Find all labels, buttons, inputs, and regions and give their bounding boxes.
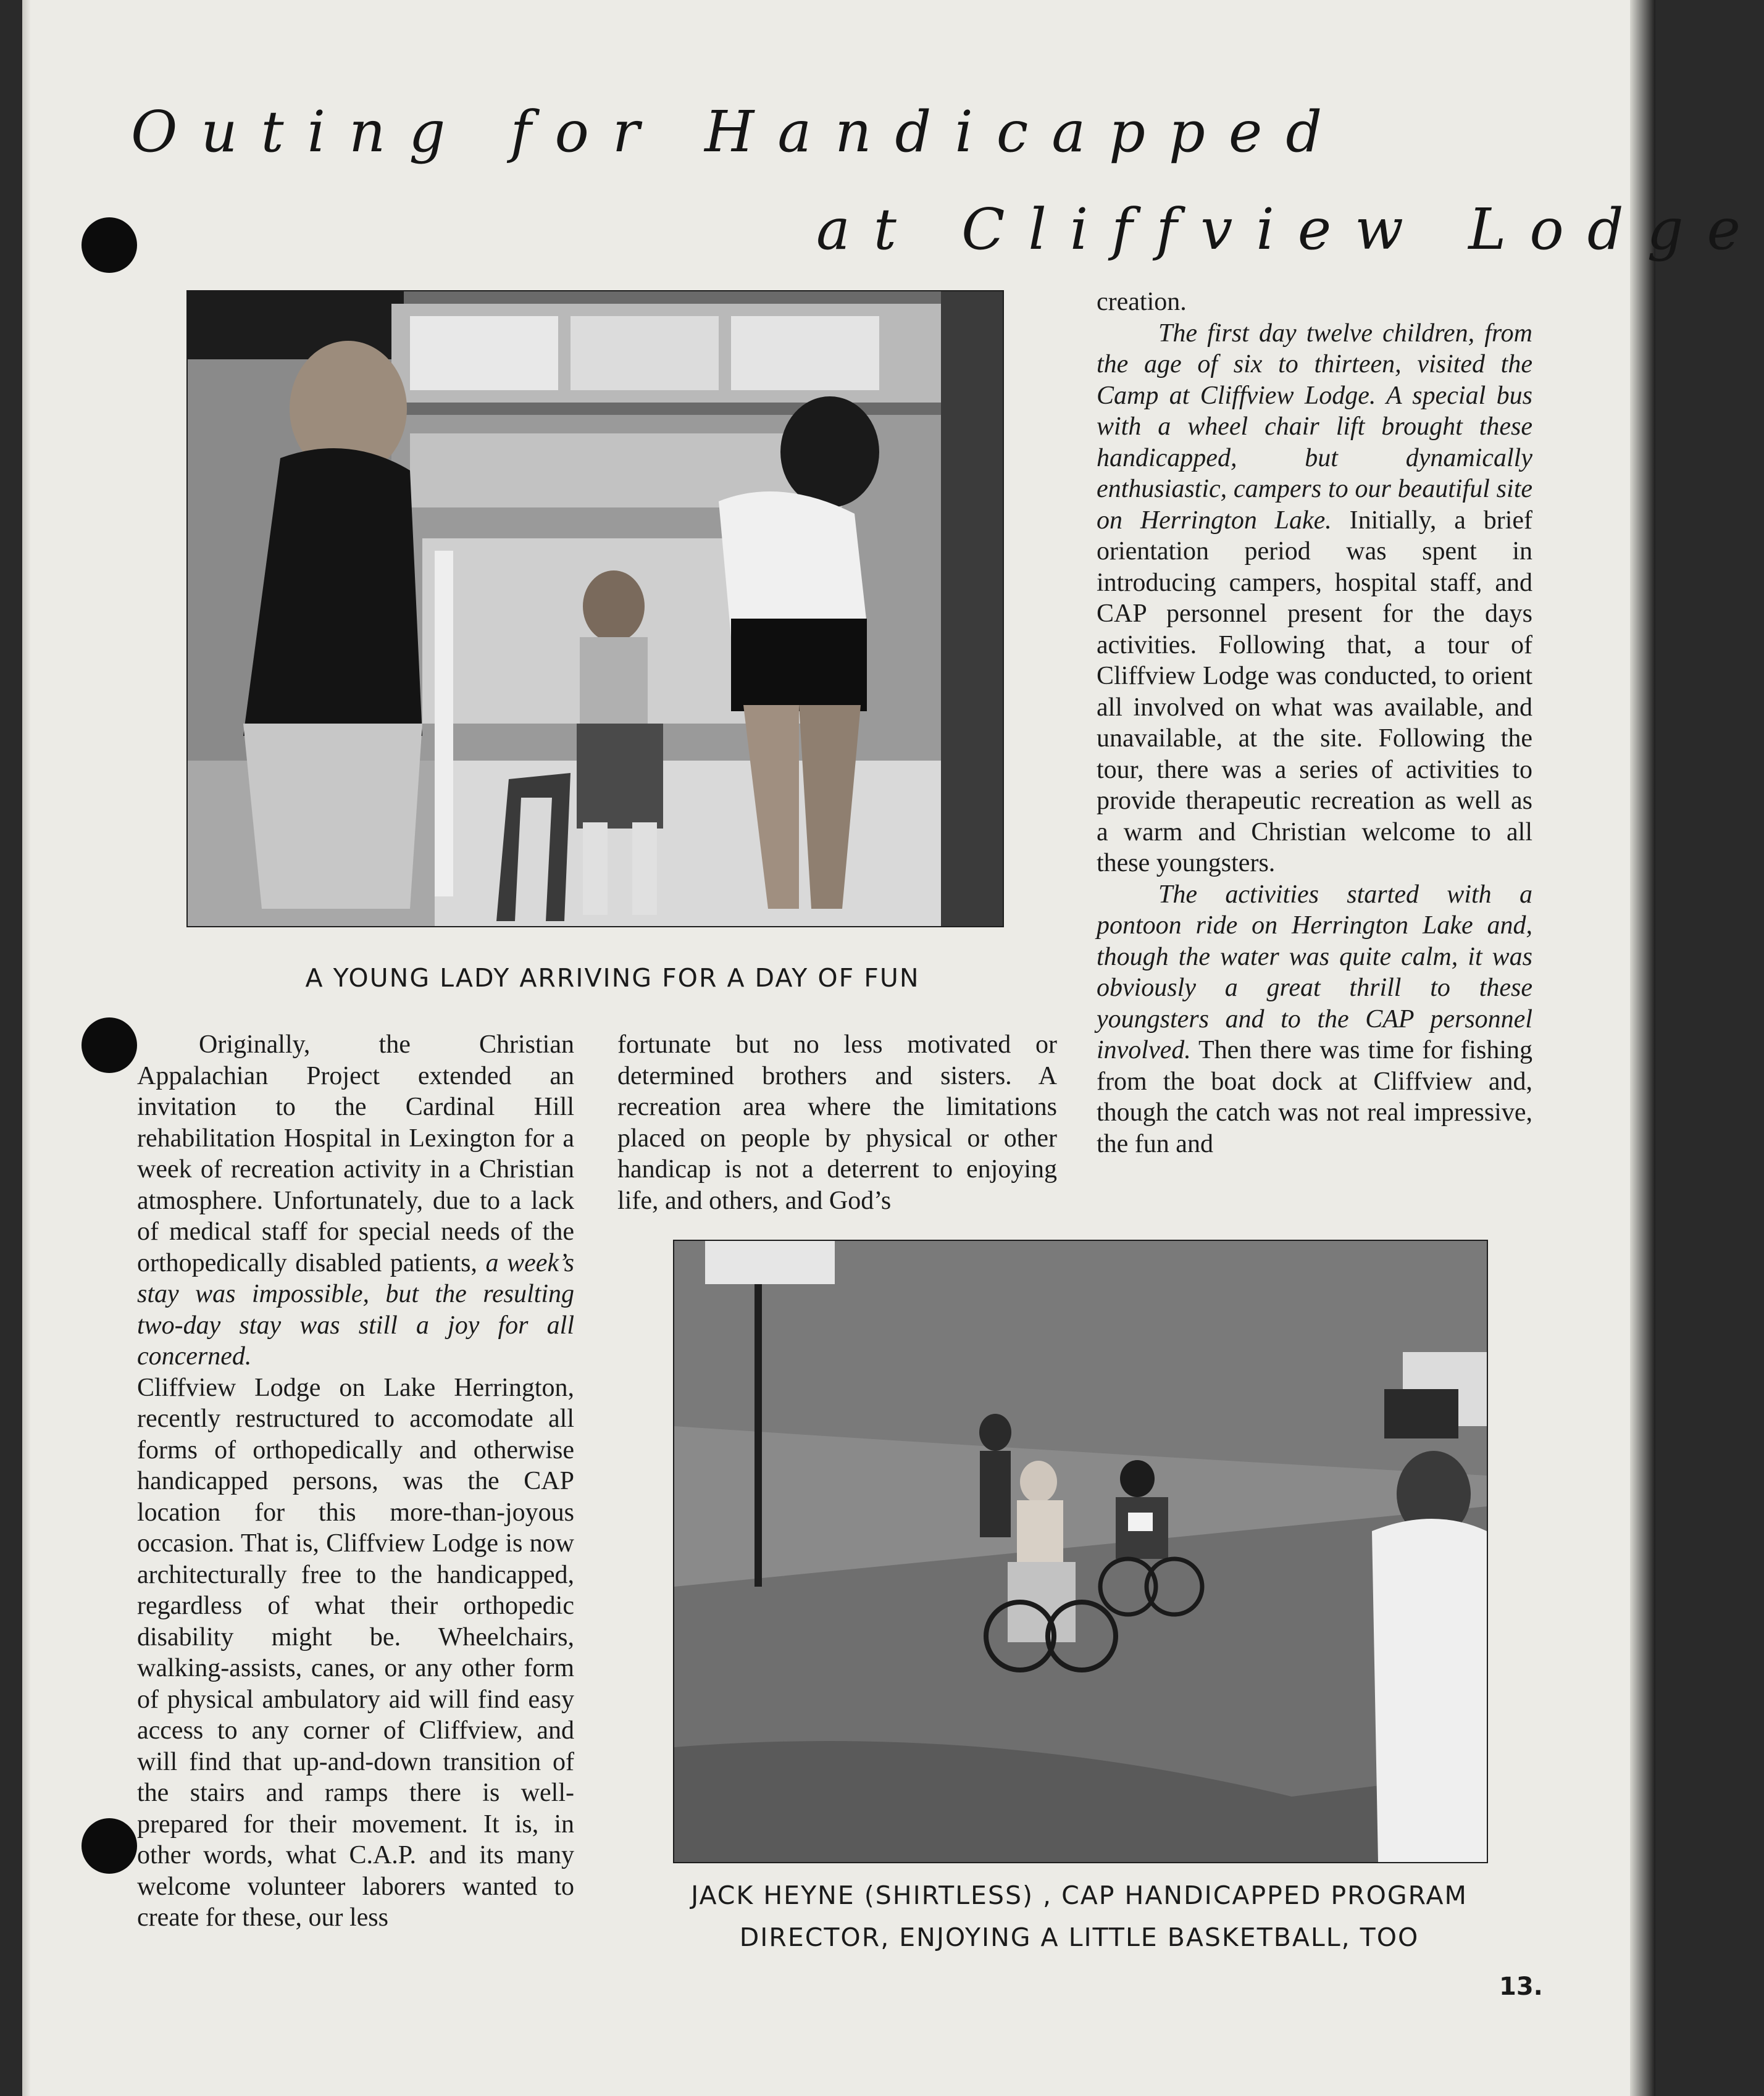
column-1-paragraph-1-italic: a week’s stay was impossible, but the resulting two-day stay was still a joy for all concerned. (137, 1248, 575, 1371)
binder-hole-middle (82, 1017, 137, 1073)
column-3-paragraph-2 (1097, 879, 1532, 1160)
photo-caption-bottom-line2: DIRECTOR, ENJOYING A LITTLE BASKETBALL, TOO (739, 1923, 1419, 1952)
photo-bus-arrival-image (188, 291, 1003, 926)
column-3-paragraph-1-italic: The first day twelve children, from the age of six to thirteen, visited the Camp at Cliffview Lodge. A special bus with a wheel chair lift brought these handicapped, but dynamically enthusiastic, campers to our beautiful site on Herrington Lake. (1097, 319, 1532, 535)
column-3-paragraph-1-text: Initially, a brief orientation period was spent in introducing campers, hospital staff, and CAP personnel present for the days activities. Following that, a tour of Cliffview Lodge was conducted, to orient all involved on what was available, and unavailable, at the site. Following the tour, there was a series of activities to provide therapeutic recreation as well as a warm and Christian welcome to all these youngsters. (1097, 506, 1532, 877)
column-3-lead: creation. (1097, 288, 1187, 316)
column-2-paragraph-1: fortunate but no less motivated or determined brothers and sisters. A recreation area where the limitations placed on people by physical or other handicap is not a deterrent to enjoying life, and others, and God’s (617, 1030, 1057, 1215)
photo-caption-bottom-line1: JACK HEYNE (SHIRTLESS) , CAP HANDICAPPED PROGRAM (691, 1881, 1468, 1910)
binder-hole-bottom (82, 1818, 137, 1874)
column-3-paragraph-2-text: Then there was time for fishing from the boat dock at Cliffview and, though the catch was not real impressive, the fun and (1097, 1036, 1532, 1158)
column-1-paragraph-1 (137, 1029, 574, 1372)
photo-caption-top: A YOUNG LADY ARRIVING FOR A DAY OF FUN (305, 963, 920, 993)
column-1-paragraph-2: Cliffview Lodge on Lake Herrington, recently restructured to accomodate all forms of orthopedically and otherwise handicapped persons, was the CAP location for this more-than-joyous occasion. That is, Cliffview Lodge is now architecturally free to the handicapped, regardless of what their orthopedic disability might be. Wheelchairs, walking-assists, canes, or any other form of physical ambulatory aid will find easy access to any corner of Cliffview, and will find that up-and-down transition of the stairs and ramps there is well-prepared for their movement. It is, in other words, what C.A.P. and its many welcome volunteer laborers wanted to create for these, our less (137, 1373, 574, 1932)
binder-hole-top (82, 217, 137, 273)
photo-wheelchair-basketball (673, 1240, 1488, 1863)
title-line-1: Outing for Handicapped (131, 99, 1346, 165)
page-edge-shadow (1630, 0, 1655, 2096)
article-column-1 (137, 1029, 574, 1934)
column-1-paragraph-1-text: Originally, the Christian Appalachian Project extended an invitation to the Cardinal Hill rehabilitation Hospital in Lexington for a week of recreation activity in a Christian atmosphere. Unfortunately, due to a lack of medical staff for special needs of the orthopedically disabled patients, (137, 1030, 574, 1277)
column-3-paragraph-2-italic: The activities started with a pontoon ride on Herrington Lake and, though the water was quite calm, it was obviously a great thrill to these youngsters and to the CAP personnel involved. (1097, 880, 1532, 1064)
column-3-paragraph-1 (1097, 318, 1532, 879)
page-number: 13. (1499, 1973, 1543, 2001)
photo-bus-arrival (186, 290, 1004, 927)
photo-wheelchair-basketball-image (674, 1241, 1487, 1862)
title-line-2: at Cliffview Lodge (816, 196, 1764, 262)
article-column-3 (1097, 286, 1532, 1159)
photo-caption-bottom (654, 1874, 1504, 1958)
article-column-2 (617, 1029, 1057, 1216)
binding-edge (22, 0, 31, 2096)
